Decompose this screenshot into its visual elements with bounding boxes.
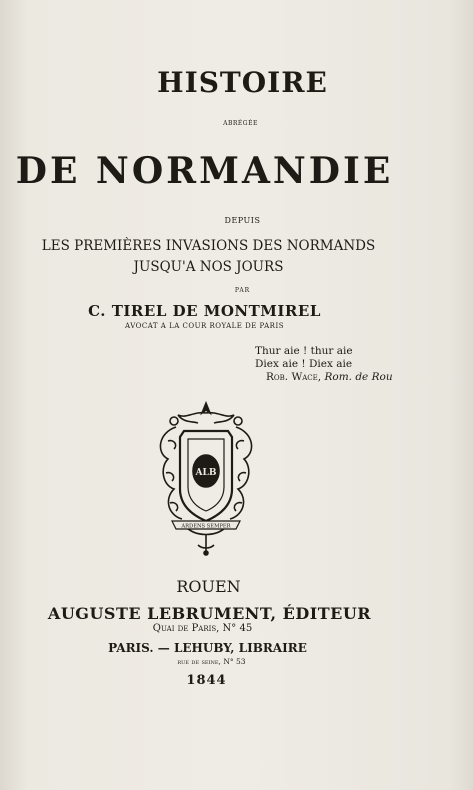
epigraph-line-1: Thur aie ! thur aie — [255, 345, 353, 357]
author-name: C. TIREL DE MONTMIREL — [88, 302, 321, 320]
imprint-publisher: AUGUSTE LEBRUMENT, ÉDITEUR — [47, 604, 372, 623]
publisher-emblem-icon — [146, 397, 266, 557]
subtitle-line-1: LES PREMIÈRES INVASIONS DES NORMANDS — [41, 238, 376, 254]
title-line-1: HISTOIRE — [157, 66, 328, 99]
title-line-2: abrégée — [223, 118, 258, 127]
imprint-address: Quai de Paris, N° 45 — [152, 623, 253, 634]
subtitle-depuis: DEPUIS — [224, 216, 261, 225]
author-par: PAR — [234, 287, 251, 294]
emblem-ribbon-text: ARDENS SEMPER — [181, 523, 231, 530]
epigraph-attribution-name: Rob. Wace, — [266, 371, 322, 383]
imprint-city: ROUEN — [176, 577, 241, 596]
epigraph-attribution-work: Rom. de Rou — [324, 371, 393, 383]
imprint-year: 1844 — [186, 673, 227, 688]
author-role: AVOCAT A LA COUR ROYALE DE PARIS — [124, 322, 285, 330]
epigraph — [255, 345, 393, 384]
title-line-3: DE NORMANDIE — [15, 150, 394, 192]
subtitle-line-2: JUSQU'A NOS JOURS — [133, 259, 284, 275]
emblem-monogram: ALB — [195, 468, 217, 478]
imprint-paris-address: rue de seine, N° 53 — [177, 657, 246, 666]
epigraph-attribution — [255, 371, 393, 384]
epigraph-line-2: Diex aie ! Diex aie — [255, 358, 353, 370]
imprint-paris: PARIS. — LEHUBY, LIBRAIRE — [108, 641, 307, 655]
